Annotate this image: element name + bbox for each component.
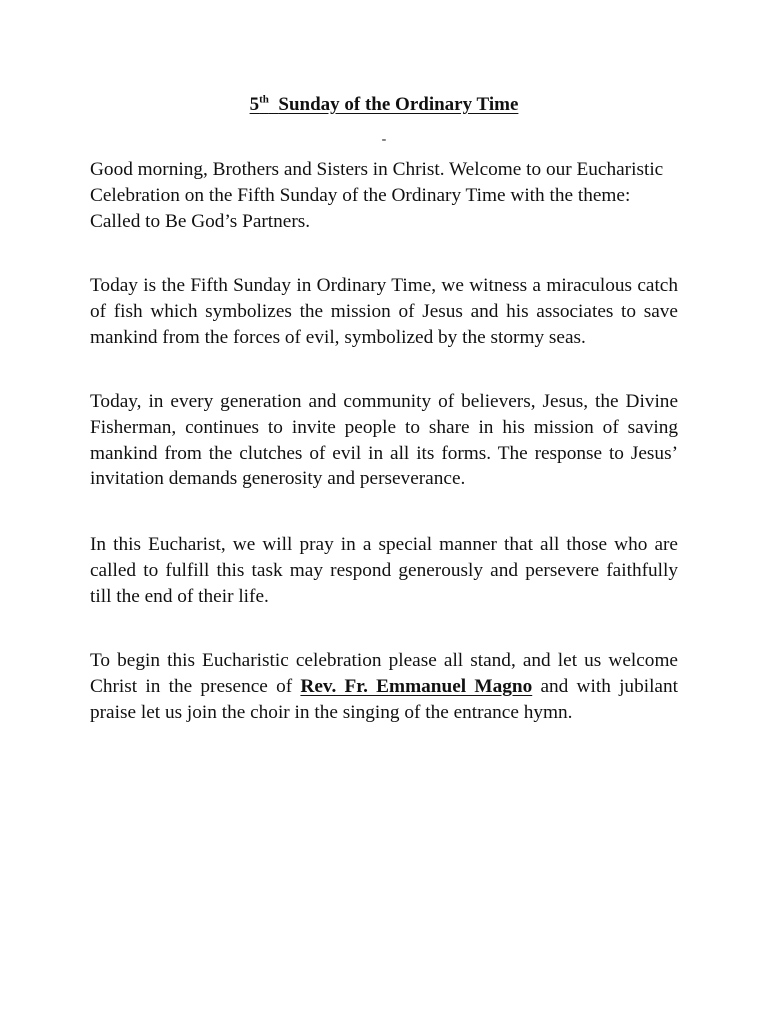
separator: -	[381, 132, 387, 147]
closing-text-before: To begin this Eucharistic celebration please all stand, and let us welcome Christ in the presence of	[90, 650, 678, 697]
paragraph-closing	[90, 648, 678, 725]
title-text: Sunday of the Ordinary Time	[278, 94, 519, 115]
title-text-group	[250, 94, 519, 115]
paragraph-prayer-intention: In this Eucharist, we will pray in a special manner that all those who are called to fulfill this task may respond generously and persevere faithfully till the end of their life.	[90, 534, 678, 607]
paragraph-divine-fisherman: Today, in every generation and community of believers, Jesus, the Divine Fisherman, continues to invite people to share in his mission of saving mankind from the clutches of evil in all its forms. The response to Jesus’ invitation demands generosity and perseverance.	[90, 391, 678, 490]
title-superscript: th	[259, 93, 269, 106]
priest-name: Rev. Fr. Emmanuel Magno	[300, 675, 533, 697]
page-title	[0, 92, 768, 118]
paragraph-fifth-sunday: Today is the Fifth Sunday in Ordinary Time, we witness a miraculous catch of fish which symbolizes the mission of Jesus and his associates to save mankind from the forces of evil, symbolized by the stormy seas.	[90, 275, 678, 348]
title-number: 5	[249, 94, 260, 115]
paragraph-welcome: Good morning, Brothers and Sisters in Christ. Welcome to our Eucharistic Celebration on the Fifth Sunday of the Ordinary Time with the theme: Called to Be God’s Partners.	[90, 159, 664, 232]
closing-text-after: and with jubilant praise let us join the choir in the singing of the entrance hymn.	[90, 675, 678, 723]
